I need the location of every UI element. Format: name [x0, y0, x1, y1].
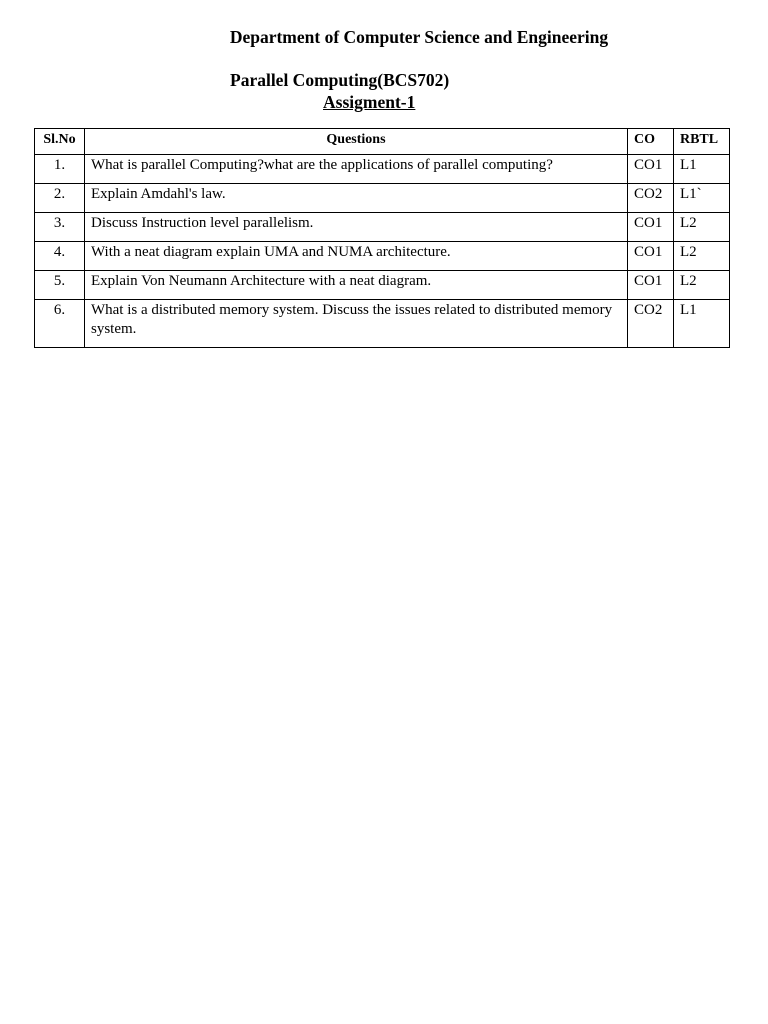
row-co: CO1 [628, 271, 674, 300]
row-rbtl: L1` [673, 184, 729, 213]
row-co: CO1 [628, 213, 674, 242]
row-question: What is a distributed memory system. Discuss the issues related to distributed memory system. [84, 300, 627, 348]
row-rbtl: L2 [673, 271, 729, 300]
row-question: With a neat diagram explain UMA and NUMA architecture. [84, 242, 627, 271]
column-header-rbtl: RBTL [673, 129, 729, 155]
row-co: CO2 [628, 184, 674, 213]
row-rbtl: L2 [673, 213, 729, 242]
table-row [35, 213, 730, 242]
table-row [35, 242, 730, 271]
questions-table [34, 128, 730, 348]
row-slno: 5. [35, 271, 85, 300]
row-slno: 6. [35, 300, 85, 348]
course-title: Parallel Computing(BCS702) [230, 70, 450, 90]
row-slno: 1. [35, 155, 85, 184]
row-slno: 4. [35, 242, 85, 271]
table-row [35, 300, 730, 348]
assignment-title: Assigment-1 [323, 92, 416, 112]
table-row [35, 271, 730, 300]
row-rbtl: L2 [673, 242, 729, 271]
column-header-questions: Questions [84, 129, 627, 155]
row-question: Explain Amdahl's law. [84, 184, 627, 213]
table-row [35, 184, 730, 213]
row-question: Explain Von Neumann Architecture with a neat diagram. [84, 271, 627, 300]
column-header-slno: Sl.No [35, 129, 85, 155]
row-question: What is parallel Computing?what are the applications of parallel computing? [84, 155, 627, 184]
row-rbtl: L1 [673, 300, 729, 348]
department-title: Department of Computer Science and Engineering [229, 27, 609, 47]
row-co: CO2 [628, 300, 674, 348]
row-question: Discuss Instruction level parallelism. [84, 213, 627, 242]
row-co: CO1 [628, 242, 674, 271]
table-row [35, 155, 730, 184]
column-header-co: CO [628, 129, 674, 155]
row-slno: 2. [35, 184, 85, 213]
table-header-row [35, 129, 730, 155]
row-co: CO1 [628, 155, 674, 184]
row-rbtl: L1 [673, 155, 729, 184]
row-slno: 3. [35, 213, 85, 242]
